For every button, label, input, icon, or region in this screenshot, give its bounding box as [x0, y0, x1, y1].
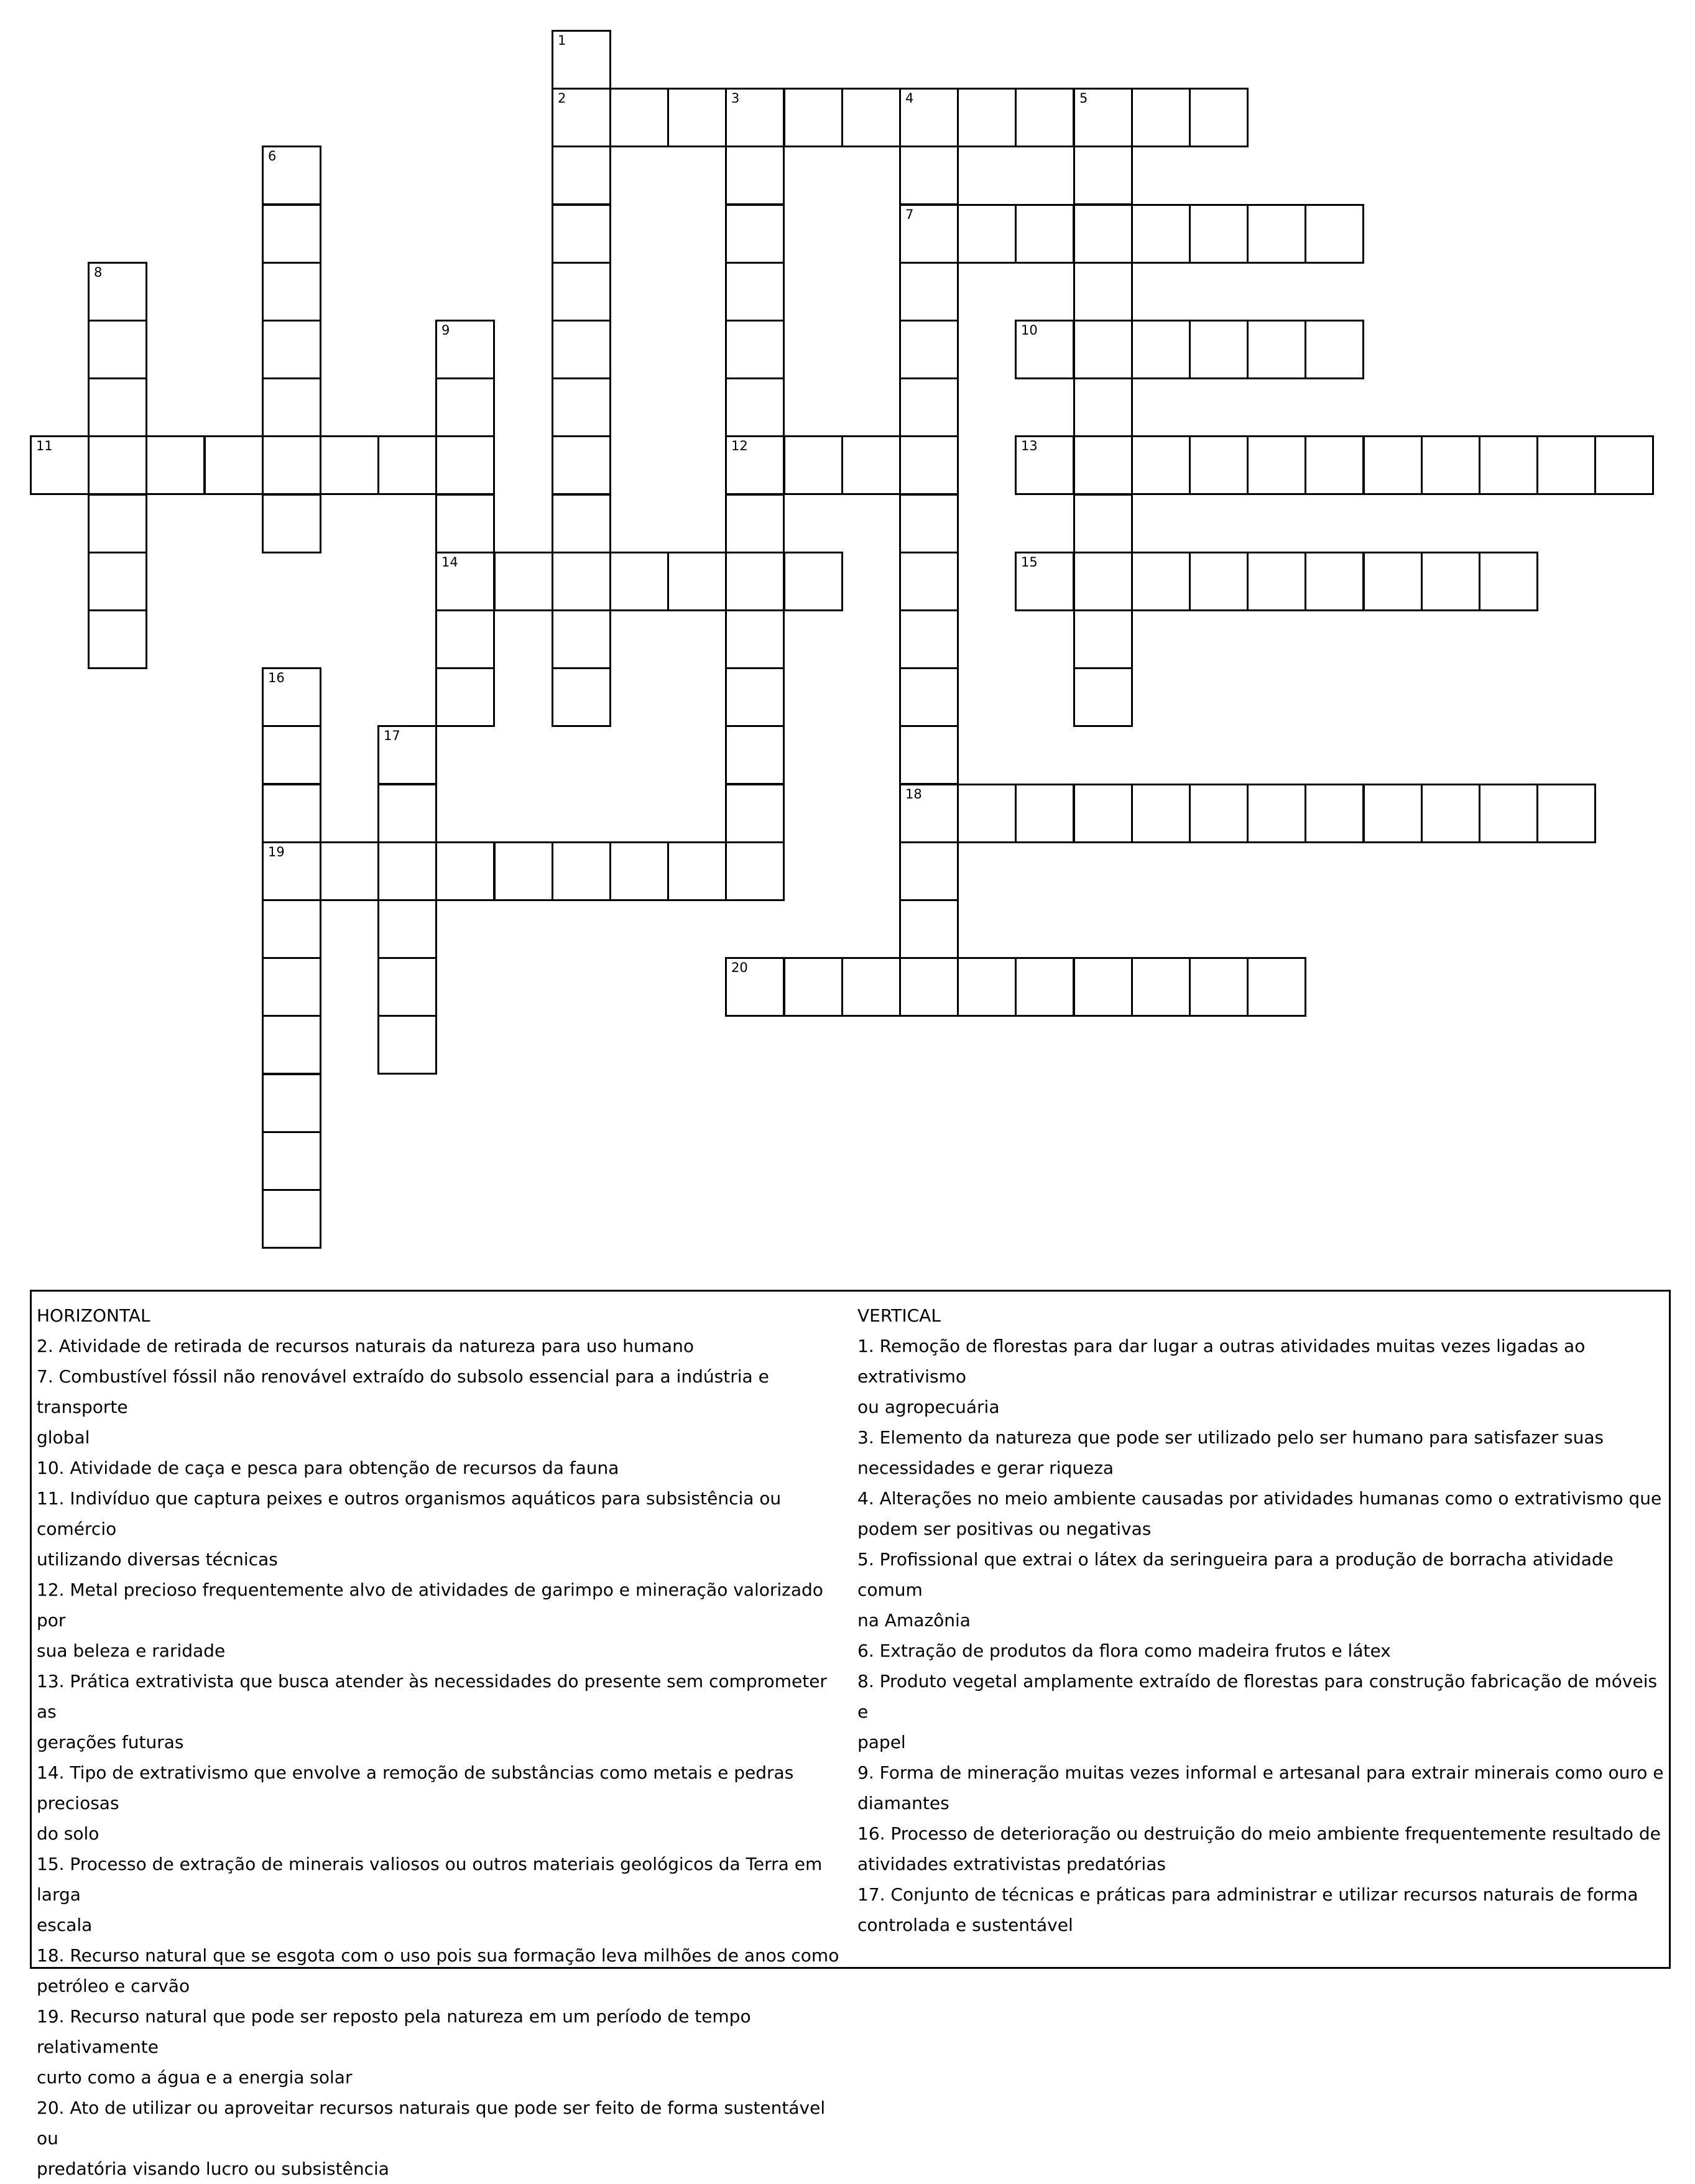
crossword-cell[interactable]	[725, 841, 785, 901]
clue-line: 1. Remoção de florestas para dar lugar a outras atividades muitas vezes ligadas ao extrativismo	[857, 1336, 1586, 1387]
crossword-cell[interactable]	[435, 841, 495, 901]
crossword-cell[interactable]	[1073, 494, 1133, 553]
crossword-cell[interactable]	[1305, 784, 1364, 843]
crossword-cell[interactable]	[552, 88, 611, 147]
clue-line: ou agropecuária	[857, 1397, 1000, 1417]
crossword-cell[interactable]	[1015, 320, 1074, 379]
crossword-cell[interactable]	[841, 957, 901, 1017]
crossword-cell[interactable]	[1073, 957, 1133, 1017]
crossword-cell[interactable]	[1421, 552, 1480, 611]
crossword-cell[interactable]	[88, 609, 147, 669]
crossword-cell[interactable]	[1073, 667, 1133, 727]
clue-line: 2. Atividade de retirada de recursos naturais da natureza para uso humano	[37, 1336, 694, 1356]
crossword-cell[interactable]	[88, 494, 147, 553]
clue-line: 7. Combustível fóssil não renovável extraído do subsolo essencial para a indústria e transporte	[37, 1366, 769, 1417]
crossword-cell[interactable]	[262, 262, 321, 322]
crossword-cell[interactable]	[1131, 88, 1191, 147]
crossword-cell[interactable]	[262, 1015, 321, 1075]
crossword-cell[interactable]	[725, 435, 785, 495]
crossword-cell[interactable]	[435, 494, 495, 553]
crossword-cell[interactable]	[262, 1073, 321, 1133]
vertical-clues	[857, 1300, 1666, 1940]
crossword-cell[interactable]	[1247, 552, 1306, 611]
crossword-cell[interactable]	[899, 88, 959, 147]
clue-line: 12. Metal precioso frequentemente alvo de atividades de garimpo e mineração valorizado por	[37, 1580, 823, 1631]
clue-line: utilizando diversas técnicas	[37, 1549, 278, 1570]
crossword-cell[interactable]	[552, 204, 611, 264]
crossword-cell[interactable]	[725, 146, 785, 205]
crossword-cell[interactable]	[725, 784, 785, 843]
crossword-cell[interactable]	[262, 320, 321, 379]
crossword-cell[interactable]	[262, 784, 321, 843]
clue-line: 14. Tipo de extrativismo que envolve a remoção de substâncias como metais e pedras preciosas	[37, 1762, 794, 1813]
horizontal-clue-list	[37, 1331, 851, 2184]
crossword-cell[interactable]	[552, 320, 611, 379]
clue-line: atividades extrativistas predatórias	[857, 1854, 1166, 1874]
crossword-cell[interactable]	[88, 435, 147, 495]
clue-line: escala	[37, 1915, 93, 1935]
clue-line: 16. Processo de deterioração ou destruição do meio ambiente frequentemente resultado de	[857, 1823, 1661, 1844]
crossword-cell[interactable]	[899, 957, 959, 1017]
crossword-cell[interactable]	[899, 320, 959, 379]
crossword-cell[interactable]	[725, 320, 785, 379]
clue-line: 10. Atividade de caça e pesca para obtenção de recursos da fauna	[37, 1458, 619, 1478]
crossword-cell[interactable]	[1247, 320, 1306, 379]
crossword-cell[interactable]	[609, 552, 669, 611]
crossword-cell[interactable]	[725, 667, 785, 727]
crossword-cell[interactable]	[841, 88, 901, 147]
clue-line: 19. Recurso natural que pode ser reposto pela natureza em um período de tempo relativamente	[37, 2006, 751, 2057]
crossword-cell[interactable]	[725, 725, 785, 785]
crossword-cell[interactable]	[552, 30, 611, 90]
clue-line: podem ser positivas ou negativas	[857, 1519, 1152, 1539]
crossword-cell[interactable]	[783, 88, 843, 147]
cell-number: 18	[905, 787, 922, 802]
crossword-cell[interactable]	[377, 1015, 437, 1075]
crossword-cell[interactable]	[725, 204, 785, 264]
cell-number: 3	[731, 91, 740, 106]
cell-number: 10	[1021, 323, 1038, 338]
vertical-clue-list	[857, 1331, 1666, 1940]
crossword-cell[interactable]	[899, 725, 959, 785]
cell-number: 5	[1079, 91, 1088, 106]
crossword-cell[interactable]	[1073, 609, 1133, 669]
crossword-cell[interactable]	[609, 841, 669, 901]
crossword-cell[interactable]	[262, 1189, 321, 1249]
crossword-cell[interactable]	[1189, 320, 1249, 379]
cell-number: 19	[268, 844, 285, 859]
cell-number: 4	[905, 91, 914, 106]
crossword-cell[interactable]	[725, 552, 785, 611]
crossword-cell[interactable]	[88, 377, 147, 437]
clue-line: sua beleza e raridade	[37, 1640, 226, 1661]
horizontal-heading: HORIZONTAL	[37, 1305, 150, 1326]
crossword-cell[interactable]	[435, 377, 495, 437]
crossword-cell[interactable]	[899, 435, 959, 495]
clue-line: 18. Recurso natural que se esgota com o uso pois sua formação leva milhões de anos como	[37, 1945, 839, 1966]
clue-line: 8. Produto vegetal amplamente extraído de florestas para construção fabricação de móveis e	[857, 1671, 1658, 1722]
crossword-cell[interactable]	[899, 784, 959, 843]
crossword-cell[interactable]	[145, 435, 205, 495]
crossword-cell[interactable]	[320, 841, 379, 901]
crossword-cell[interactable]	[552, 377, 611, 437]
crossword-cell[interactable]	[957, 957, 1017, 1017]
crossword-cell[interactable]	[552, 146, 611, 205]
crossword-cell[interactable]	[262, 377, 321, 437]
crossword-cell[interactable]	[320, 435, 379, 495]
crossword-cell[interactable]	[30, 435, 90, 495]
crossword-cell[interactable]	[667, 552, 727, 611]
horizontal-clues	[37, 1300, 851, 2184]
crossword-cell[interactable]	[1479, 552, 1538, 611]
crossword-cell[interactable]	[1305, 320, 1364, 379]
cell-number: 8	[94, 265, 103, 280]
crossword-cell[interactable]	[262, 146, 321, 205]
cell-number: 7	[905, 207, 914, 222]
vertical-heading: VERTICAL	[857, 1305, 941, 1326]
crossword-cell[interactable]	[899, 552, 959, 611]
cell-number: 6	[268, 149, 277, 164]
crossword-cell[interactable]	[1073, 435, 1133, 495]
crossword-cell[interactable]	[1363, 784, 1423, 843]
crossword-cell[interactable]	[435, 667, 495, 727]
cell-number: 16	[268, 670, 285, 685]
crossword-cell[interactable]	[725, 88, 785, 147]
clue-line: curto como a água e a energia solar	[37, 2067, 353, 2088]
crossword-cell[interactable]	[552, 494, 611, 553]
crossword-cell[interactable]	[262, 725, 321, 785]
crossword-cell[interactable]	[899, 667, 959, 727]
crossword-cell[interactable]	[899, 841, 959, 901]
crossword-cell[interactable]	[1073, 784, 1133, 843]
cell-number: 11	[36, 438, 53, 453]
crossword-cell[interactable]	[1131, 435, 1191, 495]
cell-number: 20	[731, 960, 748, 975]
crossword-cell[interactable]	[725, 957, 785, 1017]
crossword-cell[interactable]	[262, 957, 321, 1017]
crossword-cell[interactable]	[899, 494, 959, 553]
crossword-cell[interactable]	[1073, 204, 1133, 264]
cell-number: 12	[731, 438, 748, 453]
crossword-cell[interactable]	[1247, 435, 1306, 495]
crossword-cell[interactable]	[1189, 784, 1249, 843]
crossword-cell[interactable]	[262, 667, 321, 727]
clue-line: petróleo e carvão	[37, 1976, 190, 1996]
crossword-cell[interactable]	[1305, 204, 1364, 264]
clue-line: 15. Processo de extração de minerais valiosos ou outros materiais geológicos da Terra em larga	[37, 1854, 823, 1905]
crossword-cell[interactable]	[435, 552, 495, 611]
crossword-cell[interactable]	[1189, 552, 1249, 611]
clue-line: 9. Forma de mineração muitas vezes informal e artesanal para extrair minerais como ouro e	[857, 1762, 1664, 1783]
clue-line: do solo	[37, 1823, 99, 1844]
crossword-cell[interactable]	[1247, 204, 1306, 264]
crossword-cell[interactable]	[725, 609, 785, 669]
crossword-cell[interactable]	[1131, 957, 1191, 1017]
crossword-cell[interactable]	[1247, 957, 1306, 1017]
crossword-cell[interactable]	[1363, 552, 1423, 611]
crossword-cell[interactable]	[1189, 204, 1249, 264]
crossword-cell[interactable]	[262, 435, 321, 495]
cell-number: 14	[441, 555, 458, 570]
crossword-cell[interactable]	[1015, 88, 1074, 147]
crossword-cell[interactable]	[1131, 552, 1191, 611]
crossword-cell[interactable]	[1015, 204, 1074, 264]
crossword-cell[interactable]	[552, 667, 611, 727]
crossword-cell[interactable]	[1421, 435, 1480, 495]
clue-line: 20. Ato de utilizar ou aproveitar recursos naturais que pode ser feito de forma sustentável ou	[37, 2098, 826, 2149]
crossword-cell[interactable]	[377, 435, 437, 495]
crossword-cell[interactable]	[725, 494, 785, 553]
crossword-cell[interactable]	[667, 841, 727, 901]
crossword-cell[interactable]	[725, 262, 785, 322]
crossword-cell[interactable]	[1131, 204, 1191, 264]
crossword-cell[interactable]	[1536, 435, 1596, 495]
crossword-cell[interactable]	[88, 552, 147, 611]
crossword-cell[interactable]	[88, 262, 147, 322]
clue-line: global	[37, 1427, 90, 1448]
crossword-cell[interactable]	[262, 494, 321, 553]
crossword-cell[interactable]	[1247, 784, 1306, 843]
crossword-cell[interactable]	[435, 435, 495, 495]
crossword-cell[interactable]	[88, 320, 147, 379]
crossword-cell[interactable]	[377, 725, 437, 785]
crossword-cell[interactable]	[1131, 784, 1191, 843]
clue-line: 13. Prática extrativista que busca atender às necessidades do presente sem comprometer as	[37, 1671, 827, 1722]
cell-number: 1	[558, 33, 566, 48]
crossword-cell[interactable]	[494, 841, 553, 901]
crossword-cell[interactable]	[377, 784, 437, 843]
clue-line: 11. Indivíduo que captura peixes e outros organismos aquáticos para subsistência ou comércio	[37, 1488, 782, 1539]
crossword-cell[interactable]	[435, 609, 495, 669]
crossword-cell[interactable]	[494, 552, 553, 611]
clue-line: 5. Profissional que extrai o látex da seringueira para a produção de borracha atividade comum	[857, 1549, 1614, 1600]
clue-line: 4. Alterações no meio ambiente causadas por atividades humanas como o extrativismo que	[857, 1488, 1662, 1509]
crossword-cell[interactable]	[1305, 552, 1364, 611]
clue-line: 3. Elemento da natureza que pode ser utilizado pelo ser humano para satisfazer suas	[857, 1427, 1604, 1448]
crossword-cell[interactable]	[1363, 435, 1423, 495]
crossword-cell[interactable]	[899, 262, 959, 322]
crossword-cell[interactable]	[552, 552, 611, 611]
crossword-cell[interactable]	[1015, 784, 1074, 843]
crossword-cell[interactable]	[1015, 957, 1074, 1017]
crossword-cell[interactable]	[1015, 435, 1074, 495]
crossword-cell[interactable]	[609, 88, 669, 147]
crossword-cell[interactable]	[552, 435, 611, 495]
crossword-cell[interactable]	[899, 899, 959, 959]
crossword-cell[interactable]	[1073, 320, 1133, 379]
crossword-cell[interactable]	[1189, 88, 1249, 147]
clues-box	[30, 1290, 1671, 2179]
cell-number: 9	[441, 323, 450, 338]
crossword-cell[interactable]	[1073, 146, 1133, 205]
crossword-cell[interactable]	[1189, 957, 1249, 1017]
clue-line: 17. Conjunto de técnicas e práticas para administrar e utilizar recursos naturais de forma	[857, 1884, 1638, 1905]
crossword-cell[interactable]	[1189, 435, 1249, 495]
crossword-cell[interactable]	[899, 377, 959, 437]
clue-line: predatória visando lucro ou subsistência	[37, 2159, 389, 2179]
crossword-cell[interactable]	[1073, 262, 1133, 322]
cell-number: 17	[384, 728, 400, 743]
crossword-cell[interactable]	[667, 88, 727, 147]
crossword-cell[interactable]	[262, 1131, 321, 1191]
crossword-cell[interactable]	[783, 552, 843, 611]
crossword-cell[interactable]	[1479, 435, 1538, 495]
crossword-cell[interactable]	[783, 435, 843, 495]
clue-line: diamantes	[857, 1793, 949, 1813]
crossword-cell[interactable]	[957, 204, 1017, 264]
crossword-cell[interactable]	[899, 609, 959, 669]
crossword-cell[interactable]	[552, 609, 611, 669]
crossword-cell[interactable]	[262, 841, 321, 901]
crossword-cell[interactable]	[552, 262, 611, 322]
clue-line: 6. Extração de produtos da flora como madeira frutos e látex	[857, 1640, 1391, 1661]
clue-line: necessidades e gerar riqueza	[857, 1458, 1114, 1478]
crossword-cell[interactable]	[1073, 88, 1133, 147]
crossword-cell[interactable]	[1073, 377, 1133, 437]
crossword-cell[interactable]	[1479, 784, 1538, 843]
clue-line: na Amazônia	[857, 1610, 971, 1631]
crossword-cell[interactable]	[1594, 435, 1654, 495]
crossword-cell[interactable]	[1131, 320, 1191, 379]
crossword-cell[interactable]	[899, 146, 959, 205]
crossword-cell[interactable]	[1421, 784, 1480, 843]
clue-line: controlada e sustentável	[857, 1915, 1073, 1935]
clue-line: gerações futuras	[37, 1732, 184, 1752]
crossword-cell[interactable]	[204, 435, 264, 495]
crossword-cell[interactable]	[957, 88, 1017, 147]
crossword-cell[interactable]	[1536, 784, 1596, 843]
crossword-cell[interactable]	[1015, 552, 1074, 611]
cell-number: 13	[1021, 438, 1038, 453]
crossword-cell[interactable]	[552, 841, 611, 901]
crossword-cell[interactable]	[783, 957, 843, 1017]
cell-number: 15	[1021, 555, 1038, 570]
cell-number: 2	[558, 91, 566, 106]
crossword-cell[interactable]	[899, 204, 959, 264]
clue-line: papel	[857, 1732, 906, 1752]
crossword-cell[interactable]	[1305, 435, 1364, 495]
crossword-cell[interactable]	[1073, 552, 1133, 611]
crossword-cell[interactable]	[957, 784, 1017, 843]
crossword-cell[interactable]	[377, 957, 437, 1017]
crossword-cell[interactable]	[377, 899, 437, 959]
crossword-cell[interactable]	[377, 841, 437, 901]
crossword-cell[interactable]	[262, 899, 321, 959]
crossword-cell[interactable]	[262, 204, 321, 264]
crossword-cell[interactable]	[841, 435, 901, 495]
crossword-cell[interactable]	[435, 320, 495, 379]
crossword-cell[interactable]	[725, 377, 785, 437]
